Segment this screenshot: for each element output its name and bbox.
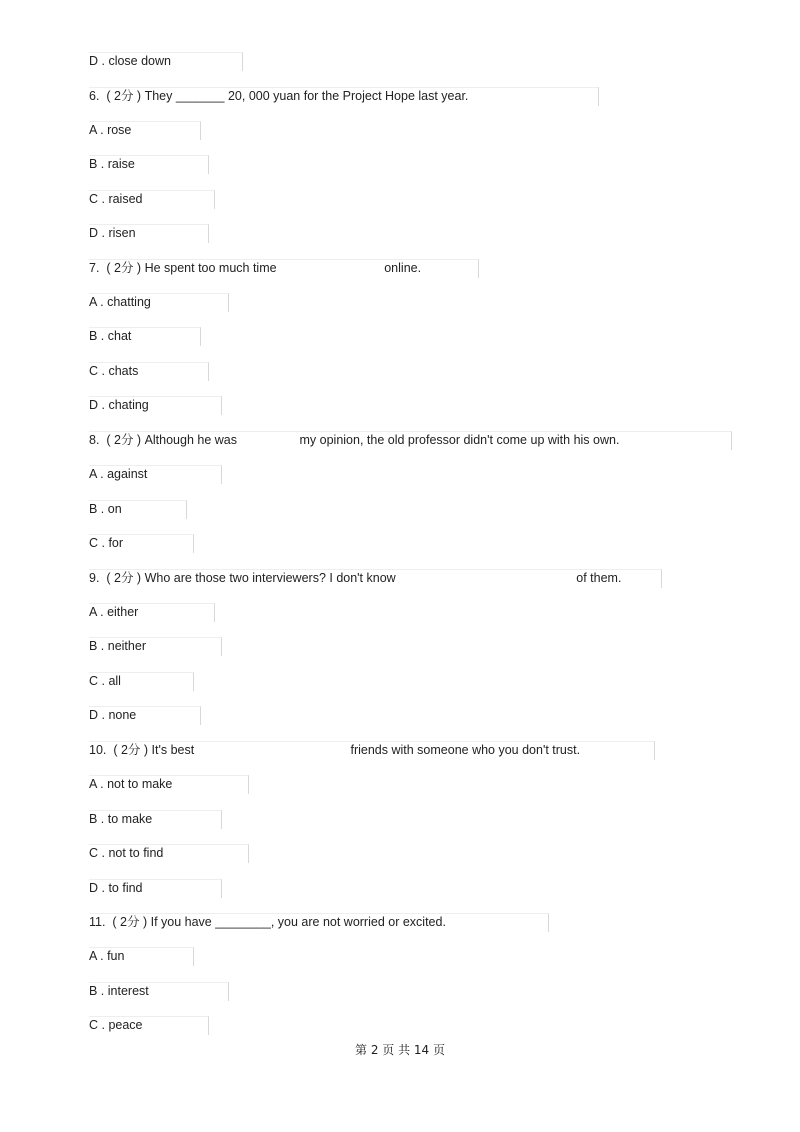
question-9: 9. ( 2分 ) Who are those two interviewers? I don't know of them. (89, 571, 622, 585)
option-line: C . raised (89, 192, 143, 206)
option-line: B . interest (89, 984, 149, 998)
question-7: 7. ( 2分 ) He spent too much time online. (89, 261, 422, 275)
option-line: B . neither (89, 639, 146, 653)
option-line: D . risen (89, 226, 136, 240)
question-10: 10. ( 2分 ) It's best friends with someone who you don't trust. (89, 743, 581, 757)
option-line: A . chatting (89, 295, 151, 309)
option-line: C . not to find (89, 846, 164, 860)
option-line: C . all (89, 674, 121, 688)
option-line: C . chats (89, 364, 139, 378)
option-line: A . either (89, 605, 139, 619)
option-line: A . against (89, 467, 148, 481)
option-line: D . close down (89, 54, 171, 68)
option-line: A . fun (89, 949, 125, 963)
option-line: B . to make (89, 812, 153, 826)
option-line: C . peace (89, 1018, 143, 1032)
option-line: B . raise (89, 157, 135, 171)
question-11: 11. ( 2分 ) If you have ________, you are not worried or excited. (89, 915, 446, 929)
question-6: 6. ( 2分 ) They _______ 20, 000 yuan for the Project Hope last year. (89, 89, 469, 103)
option-line: D . to find (89, 881, 143, 895)
option-line: B . on (89, 502, 122, 516)
page-number-footer: 第 2 页 共 14 页 (355, 1043, 445, 1057)
option-line: A . rose (89, 123, 132, 137)
option-line: C . for (89, 536, 124, 550)
option-line: B . chat (89, 329, 132, 343)
option-line: D . chating (89, 398, 149, 412)
option-line: D . none (89, 708, 137, 722)
option-line: A . not to make (89, 777, 173, 791)
question-8: 8. ( 2分 ) Although he was my opinion, the old professor didn't come up with his own. (89, 433, 620, 447)
